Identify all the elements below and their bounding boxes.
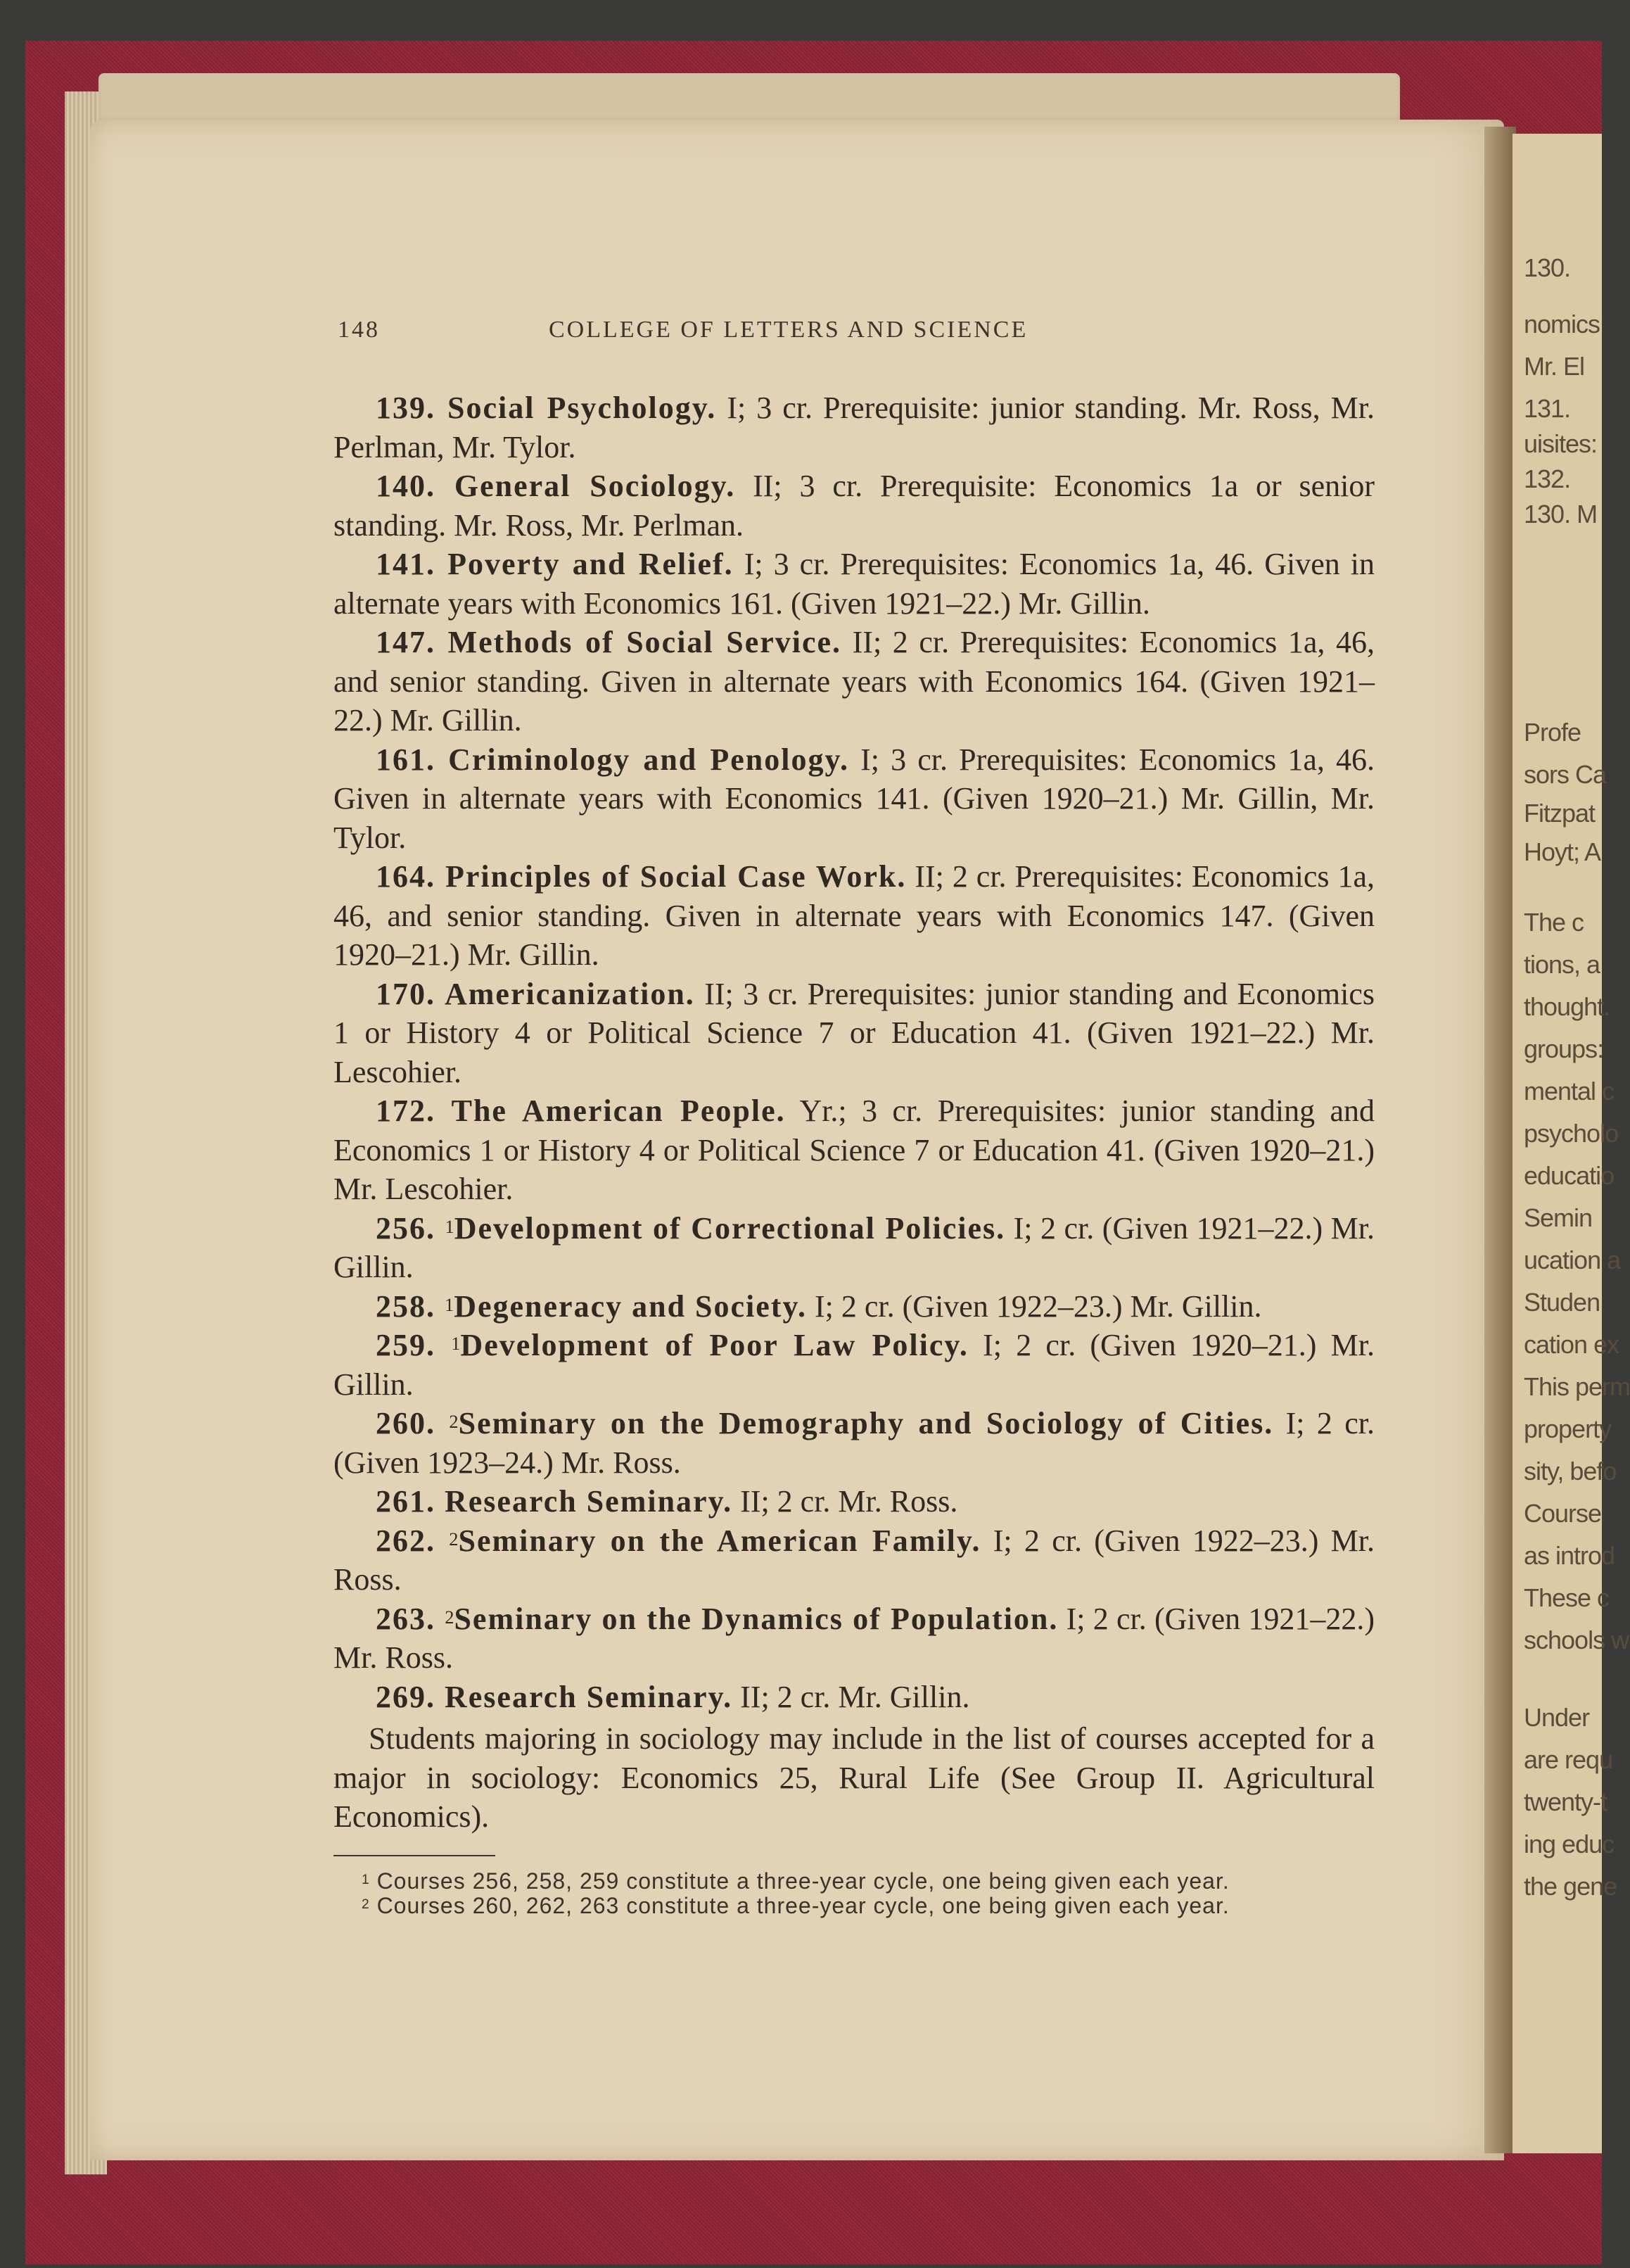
adjacent-page-fragment: This perm (1524, 1372, 1630, 1401)
adjacent-page-fragment: schools w (1524, 1626, 1629, 1654)
footnote-mark: 1 (445, 1215, 454, 1237)
course-title: Seminary on the Demography and Sociology of Cities. (458, 1406, 1274, 1440)
course-entry (333, 1521, 1375, 1599)
course-details: I; 3 cr. Prerequisite: junior standing. Mr. Ross, Mr. Perlman, Mr. Tylor. (333, 391, 1375, 464)
course-title: General Sociology. (454, 469, 736, 503)
course-title: Methods of Social Service. (447, 625, 842, 659)
course-number: 263. (376, 1601, 445, 1636)
footnote-text: Courses 260, 262, 263 constitute a three-year cycle, one being given each year. (369, 1892, 1230, 1918)
adjacent-page (1513, 134, 1630, 2153)
course-number: 260. (376, 1406, 450, 1440)
adjacent-page-fragment: property (1524, 1414, 1612, 1443)
adjacent-page-fragment: The c (1524, 908, 1584, 937)
course-number: 172. (376, 1094, 452, 1128)
course-details: II; 2 cr. Mr. Gillin. (732, 1679, 970, 1714)
adjacent-page-fragment: nomics (1524, 310, 1600, 338)
adjacent-page-fragment: sity, befo (1524, 1457, 1617, 1485)
course-list (333, 388, 1375, 1716)
course-title: Criminology and Penology. (448, 742, 850, 777)
course-title: Principles of Social Case Work. (445, 859, 907, 894)
adjacent-page-fragment: thought. (1524, 992, 1610, 1021)
adjacent-page-fragment: 131. (1524, 394, 1571, 423)
course-title: Development of Correctional Policies. (454, 1210, 1006, 1246)
course-entry (333, 1287, 1375, 1326)
course-number: 161. (376, 742, 449, 777)
course-details: II; 2 cr. Prerequisites: Economics 1a, 46, and senior standing. Given in alternate years with Economics 164. (Given 1921–22.) Mr. Gillin. (333, 625, 1375, 737)
course-number: 140. (376, 469, 454, 503)
course-details: I; 2 cr. (Given 1923–24.) Mr. Ross. (333, 1406, 1375, 1480)
course-number: 170. (376, 976, 445, 1011)
adjacent-page-fragment: psycholo (1524, 1119, 1619, 1148)
course-title: Social Psychology. (447, 391, 717, 425)
adjacent-page-fragment: Under (1524, 1703, 1590, 1732)
course-number: 147. (376, 625, 448, 659)
course-entry (333, 1404, 1375, 1482)
adjacent-page-fragment: These c (1524, 1583, 1610, 1612)
course-details: II; 2 cr. Mr. Ross. (732, 1484, 958, 1519)
adjacent-page-fragment: 130. (1524, 253, 1571, 282)
course-entry (333, 388, 1375, 467)
adjacent-page-fragment: ing educ (1524, 1830, 1615, 1858)
course-entry (333, 1599, 1375, 1678)
course-details: Yr.; 3 cr. Prerequisites: junior standing and Economics 1 or History 4 or Political Science 7 or Education 41. (Given 1920–21.) Mr. Lescohier. (333, 1094, 1375, 1206)
adjacent-page-fragment: educatio (1524, 1161, 1615, 1190)
adjacent-page-fragment: Semin (1524, 1203, 1593, 1232)
adjacent-page-fragment: Fitzpat (1524, 799, 1596, 828)
course-title: Seminary on the American Family. (458, 1523, 981, 1558)
adjacent-page-fragment: groups: (1524, 1034, 1604, 1063)
course-details: I; 2 cr. (Given 1922–23.) Mr. Ross. (333, 1523, 1375, 1597)
footnote-mark: 2 (449, 1411, 459, 1432)
course-details: II; 3 cr. Prerequisite: Economics 1a or senior standing. Mr. Ross, Mr. Perlman. (333, 469, 1375, 543)
course-details: I; 3 cr. Prerequisites: Economics 1a, 46. Given in alternate years with Economics 141. (Given 1920–21.) Mr. Gillin, Mr. Tylor. (333, 742, 1375, 855)
course-details: II; 2 cr. Prerequisites: Economics 1a, 46, and senior standing. Given in alternate years with Economics 147. (Given 1920–21.) Mr. Gillin. (333, 859, 1375, 972)
closing-paragraph: Students majoring in sociology may include in the list of courses accepted for a major in sociology: Economics 25, Rural Life (See Group II. Agricultural Economics). (333, 1721, 1375, 1834)
footnote-mark: 1 (445, 1293, 454, 1315)
course-number: 141. (376, 547, 448, 581)
footnote-mark: 2 (449, 1528, 459, 1550)
adjacent-page-fragment: cation ex (1524, 1330, 1619, 1359)
course-title: Development of Poor Law Policy. (460, 1328, 969, 1362)
footnote-text: Courses 256, 258, 259 constitute a three-year cycle, one being given each year. (369, 1868, 1230, 1894)
adjacent-page-fragment: ucation a (1524, 1246, 1621, 1274)
course-number: 139. (376, 391, 448, 425)
course-title: Research Seminary. (445, 1679, 733, 1714)
adjacent-page-fragment: sors Ca (1524, 760, 1607, 789)
adjacent-page-fragment: 132. (1524, 464, 1571, 493)
course-title: Poverty and Relief. (447, 547, 734, 581)
course-entry (333, 467, 1375, 545)
footnote-rule (333, 1855, 495, 1856)
adjacent-page-fragment: 130. M (1524, 500, 1598, 528)
adjacent-page-fragment: tions, a (1524, 950, 1600, 979)
course-entry (333, 1482, 1375, 1521)
footnote-mark: 1 (362, 1872, 370, 1887)
course-details: I; 2 cr. (Given 1920–21.) Mr. Gillin. (333, 1328, 1375, 1402)
course-details: II; 3 cr. Prerequisites: junior standing and Economics 1 or History 4 or Political Science 7 or Education 41. (Given 1921–22.) Mr. Lescohier. (333, 976, 1375, 1089)
adjacent-page-fragment: Hoyt; A (1524, 837, 1601, 866)
course-details: I; 2 cr. (Given 1921–22.) Mr. Ross. (333, 1601, 1375, 1675)
book-gutter (1484, 127, 1516, 2153)
course-number: 258. (376, 1288, 445, 1324)
course-entry (333, 1678, 1375, 1717)
course-entry (333, 545, 1375, 623)
course-entry (333, 1091, 1375, 1209)
footnote (333, 1869, 1375, 1894)
adjacent-page-fragment: twenty-t (1524, 1787, 1607, 1816)
adjacent-page-fragment: are requ (1524, 1745, 1613, 1774)
page-body (333, 388, 1375, 1918)
course-title: Americanization. (444, 976, 695, 1011)
course-entry (333, 1209, 1375, 1287)
course-title: Seminary on the Dynamics of Population. (454, 1601, 1059, 1636)
adjacent-page-fragment: Studen (1524, 1288, 1600, 1317)
course-number: 269. (376, 1679, 445, 1714)
page-top-edge (98, 73, 1400, 122)
course-number: 256. (376, 1210, 445, 1246)
course-details: I; 3 cr. Prerequisites: Economics 1a, 46. Given in alternate years with Economics 161. (Given 1921–22.) Mr. Gillin. (333, 547, 1375, 621)
running-title: COLLEGE OF LETTERS AND SCIENCE (549, 317, 1029, 343)
course-details: I; 2 cr. (Given 1921–22.) Mr. Gillin. (333, 1210, 1375, 1284)
footnote (333, 1894, 1375, 1918)
page-number: 148 (338, 317, 380, 343)
course-entry (333, 623, 1375, 740)
adjacent-page-fragment: mental c (1524, 1077, 1615, 1106)
footnote-mark: 2 (445, 1606, 454, 1628)
footnote-mark: 2 (362, 1896, 370, 1912)
course-title: Degeneracy and Society. (454, 1288, 808, 1324)
course-details: I; 2 cr. (Given 1922–23.) Mr. Gillin. (807, 1288, 1262, 1324)
course-entry (333, 857, 1375, 975)
course-number: 259. (376, 1328, 452, 1362)
course-number: 262. (376, 1523, 450, 1558)
adjacent-page-fragment: as introd (1524, 1541, 1615, 1570)
course-entry (333, 1326, 1375, 1404)
adjacent-page-fragment: Course (1524, 1499, 1602, 1528)
course-entry (333, 975, 1375, 1092)
course-number: 164. (376, 859, 445, 894)
course-number: 261. (376, 1484, 445, 1519)
adjacent-page-fragment: uisites: (1524, 429, 1598, 458)
adjacent-page-fragment: Profe (1524, 718, 1581, 747)
footnote-mark: 1 (451, 1333, 461, 1354)
course-title: Research Seminary. (445, 1484, 733, 1519)
course-entry (333, 740, 1375, 858)
footnotes (333, 1869, 1375, 1918)
adjacent-page-fragment: the gene (1524, 1872, 1617, 1901)
adjacent-page-fragment: Mr. El (1524, 352, 1585, 381)
course-title: The American People. (451, 1094, 786, 1128)
